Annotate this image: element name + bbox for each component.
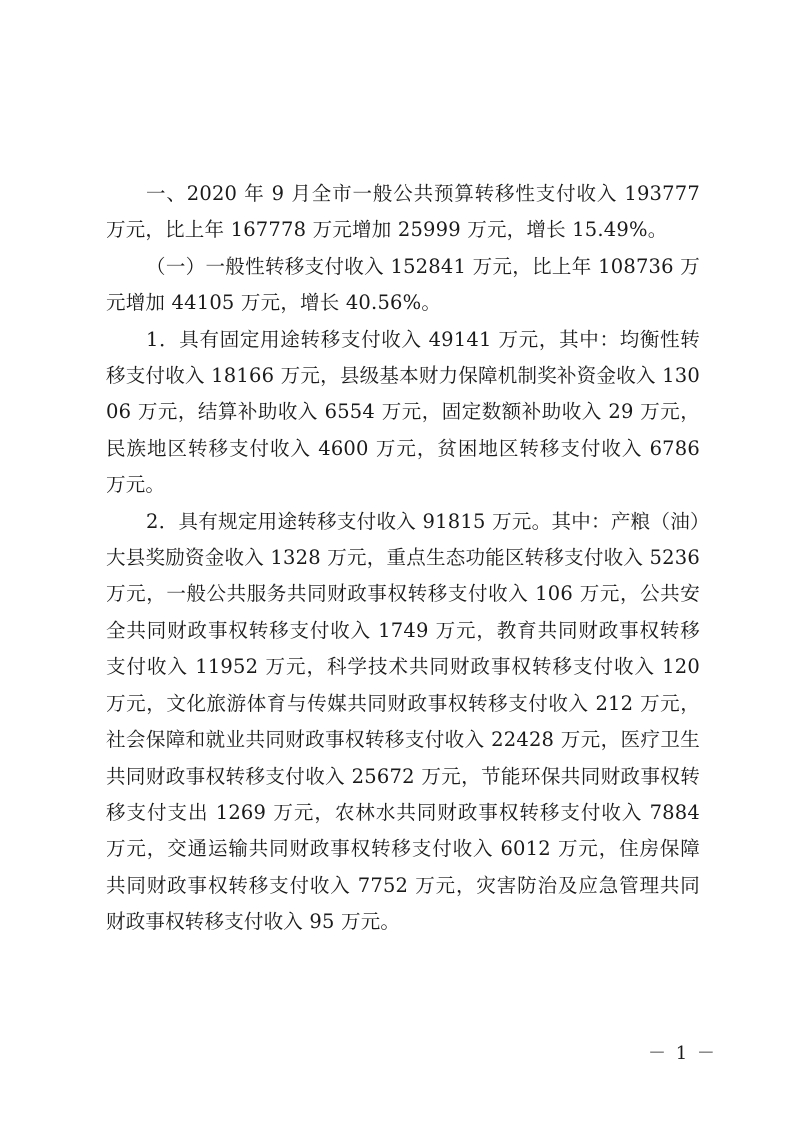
paragraph-general-transfer-income: （一）一般性转移支付收入 152841 万元，比上年 108736 万元增加 44105 万元，增长 40.56%。 xyxy=(106,254,700,315)
document-body xyxy=(106,176,700,941)
page-number: － 1 － xyxy=(648,1043,717,1064)
paragraph-fixed-purpose-transfer: 1．具有固定用途转移支付收入 49141 万元，其中：均衡性转移支付收入 18166 万元，县级基本财力保障机制奖补资金收入 13006 万元，结算补助收入 6554 万元，固定数额补助收入 29 万元，民族地区转移支付收入 4600 万元，贫困地区转移支付收入 6786 万元。 xyxy=(106,327,700,497)
paragraph-total-transfer-income: 一、2020 年 9 月全市一般公共预算转移性支付收入 193777 万元，比上年 167778 万元增加 25999 万元，增长 15.49%。 xyxy=(106,182,700,242)
paragraph-specified-purpose-transfer: 2．具有规定用途转移支付收入 91815 万元。其中：产粮（油）大县奖励资金收入 1328 万元，重点生态功能区转移支付收入 5236 万元，一般公共服务共同财政事权转移支付收入 106 万元，公共安全共同财政事权转移支付收入 1749 万元，教育共同财政事权转移支付收入 11952 万元，科学技术共同财政事权转移支付收入 120 万元，文化旅游体育与传媒共同财政事权转移支付收入 212 万元，社会保障和就业共同财政事权转移支付收入 22428 万元，医疗卫生共同财政事权转移支付收入 25672 万元，节能环保共同财政事权转移支付支出 1269 万元，农林水共同财政事权转移支付收入 7884 万元，交通运输共同财政事权转移支付收入 6012 万元，住房保障共同财政事权转移支付收入 7752 万元，灾害防治及应急管理共同财政事权转移支付收入 95 万元。 xyxy=(106,509,700,934)
